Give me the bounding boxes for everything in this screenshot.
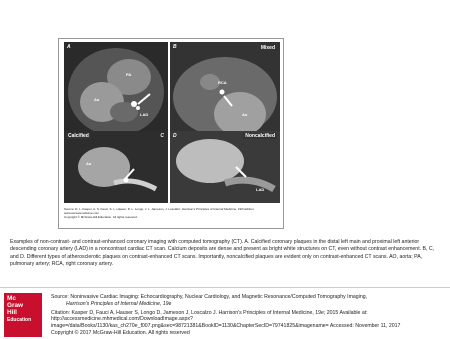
figure-credit-line: Source: D. L. Kasper, A. S. Fauci, S. L. Hauser, D. L. Longo, J. L. Jameson, J. Loscalzo: Harrison's Principles of Internal Medicine, 19th Edition.: [64, 207, 255, 211]
panel-d-ct-image: [170, 131, 280, 203]
label-ao-c: Ao: [86, 161, 92, 166]
panel-c-ct-image: [64, 131, 168, 203]
panel-b-tag: Mixed: [260, 45, 275, 51]
figure-credit-copyright: Copyright © McGraw-Hill Education. All rights reserved.: [64, 215, 138, 219]
mcgraw-hill-logo: [4, 293, 42, 337]
panel-d-tag: Noncalcified: [245, 133, 275, 139]
label-lad: LAD: [140, 112, 149, 117]
figure-caption: Examples of non-contrast- and contrast-enhanced coronary imaging with computed tomography (CT). A. Calcified coronary plaques in the distal left main and proximal left anterior descending coronary artery (LAD) in a noncontrast cardiac CT scan. Calcium deposits are dense and present as bright white structures on CT, even without contrast enhancement. B, C, and D. Different types of atherosclerotic plaques on contrast-enhanced CT scans. Importantly, noncalcified plaques are evident only on contrast-enhanced CT scans. AO, aorta; PA, pulmonary artery; RCA, right coronary artery.: [10, 239, 435, 267]
panel-b-letter: B: [173, 44, 177, 50]
copyright: Copyright © 2017 McGraw-Hill Education. All rights reserved: [51, 329, 190, 336]
label-rca: RCA: [218, 80, 227, 85]
logo-line-hill: Hill: [7, 309, 17, 317]
source-line: Source: Noninvasive Cardiac Imaging: Echocardiography, Nuclear Cardiology, and Magnetic Resonance/Computed Tomography Imaging,: [51, 294, 368, 300]
label-pa: PA: [126, 72, 132, 77]
citation[interactable]: Citation: Kasper D, Fauci A, Hauser S, Longo D, Jameson J, Loscalzo J. Harrison's Principles of Internal Medicine, 19e; 2015 Available at: http://accessmedicine.mhmedical.com/DownloadImage.aspx?image=/data/Books/1130/kas_ch270e_f007.png&sec=98721381&BookID=1130&ChapterSecID=79741825&imagename= Accessed: November 11, 2017: [51, 309, 401, 330]
panel-b: [170, 42, 280, 138]
label-ao: Ao: [94, 97, 100, 102]
panel-c: [64, 131, 168, 203]
panel-c-letter: C: [160, 133, 164, 139]
panel-a-letter: A: [67, 44, 71, 50]
logo-line-graw: Graw: [7, 302, 23, 310]
ct-figure: [58, 38, 284, 229]
footer: [0, 287, 450, 339]
source-block: [51, 294, 446, 337]
source-book: Harrison's Principles of Internal Medicine, 19e: [66, 300, 172, 307]
label-ao-b: Ao: [242, 112, 248, 117]
panel-a-ct-image: [64, 42, 168, 138]
panel-d-letter: D: [173, 133, 177, 139]
figure-credit-url: www.accessmedicine.com: [64, 211, 100, 215]
label-lad-d: LAD: [256, 187, 265, 192]
logo-line-mc: Mc: [7, 295, 16, 302]
panel-b-ct-image: [170, 42, 280, 138]
panel-d: [170, 131, 280, 203]
panel-a: [64, 42, 168, 138]
logo-line-education: Education: [7, 316, 32, 323]
panel-c-tag: Calcified: [68, 133, 89, 139]
figure-credit: [64, 207, 278, 219]
